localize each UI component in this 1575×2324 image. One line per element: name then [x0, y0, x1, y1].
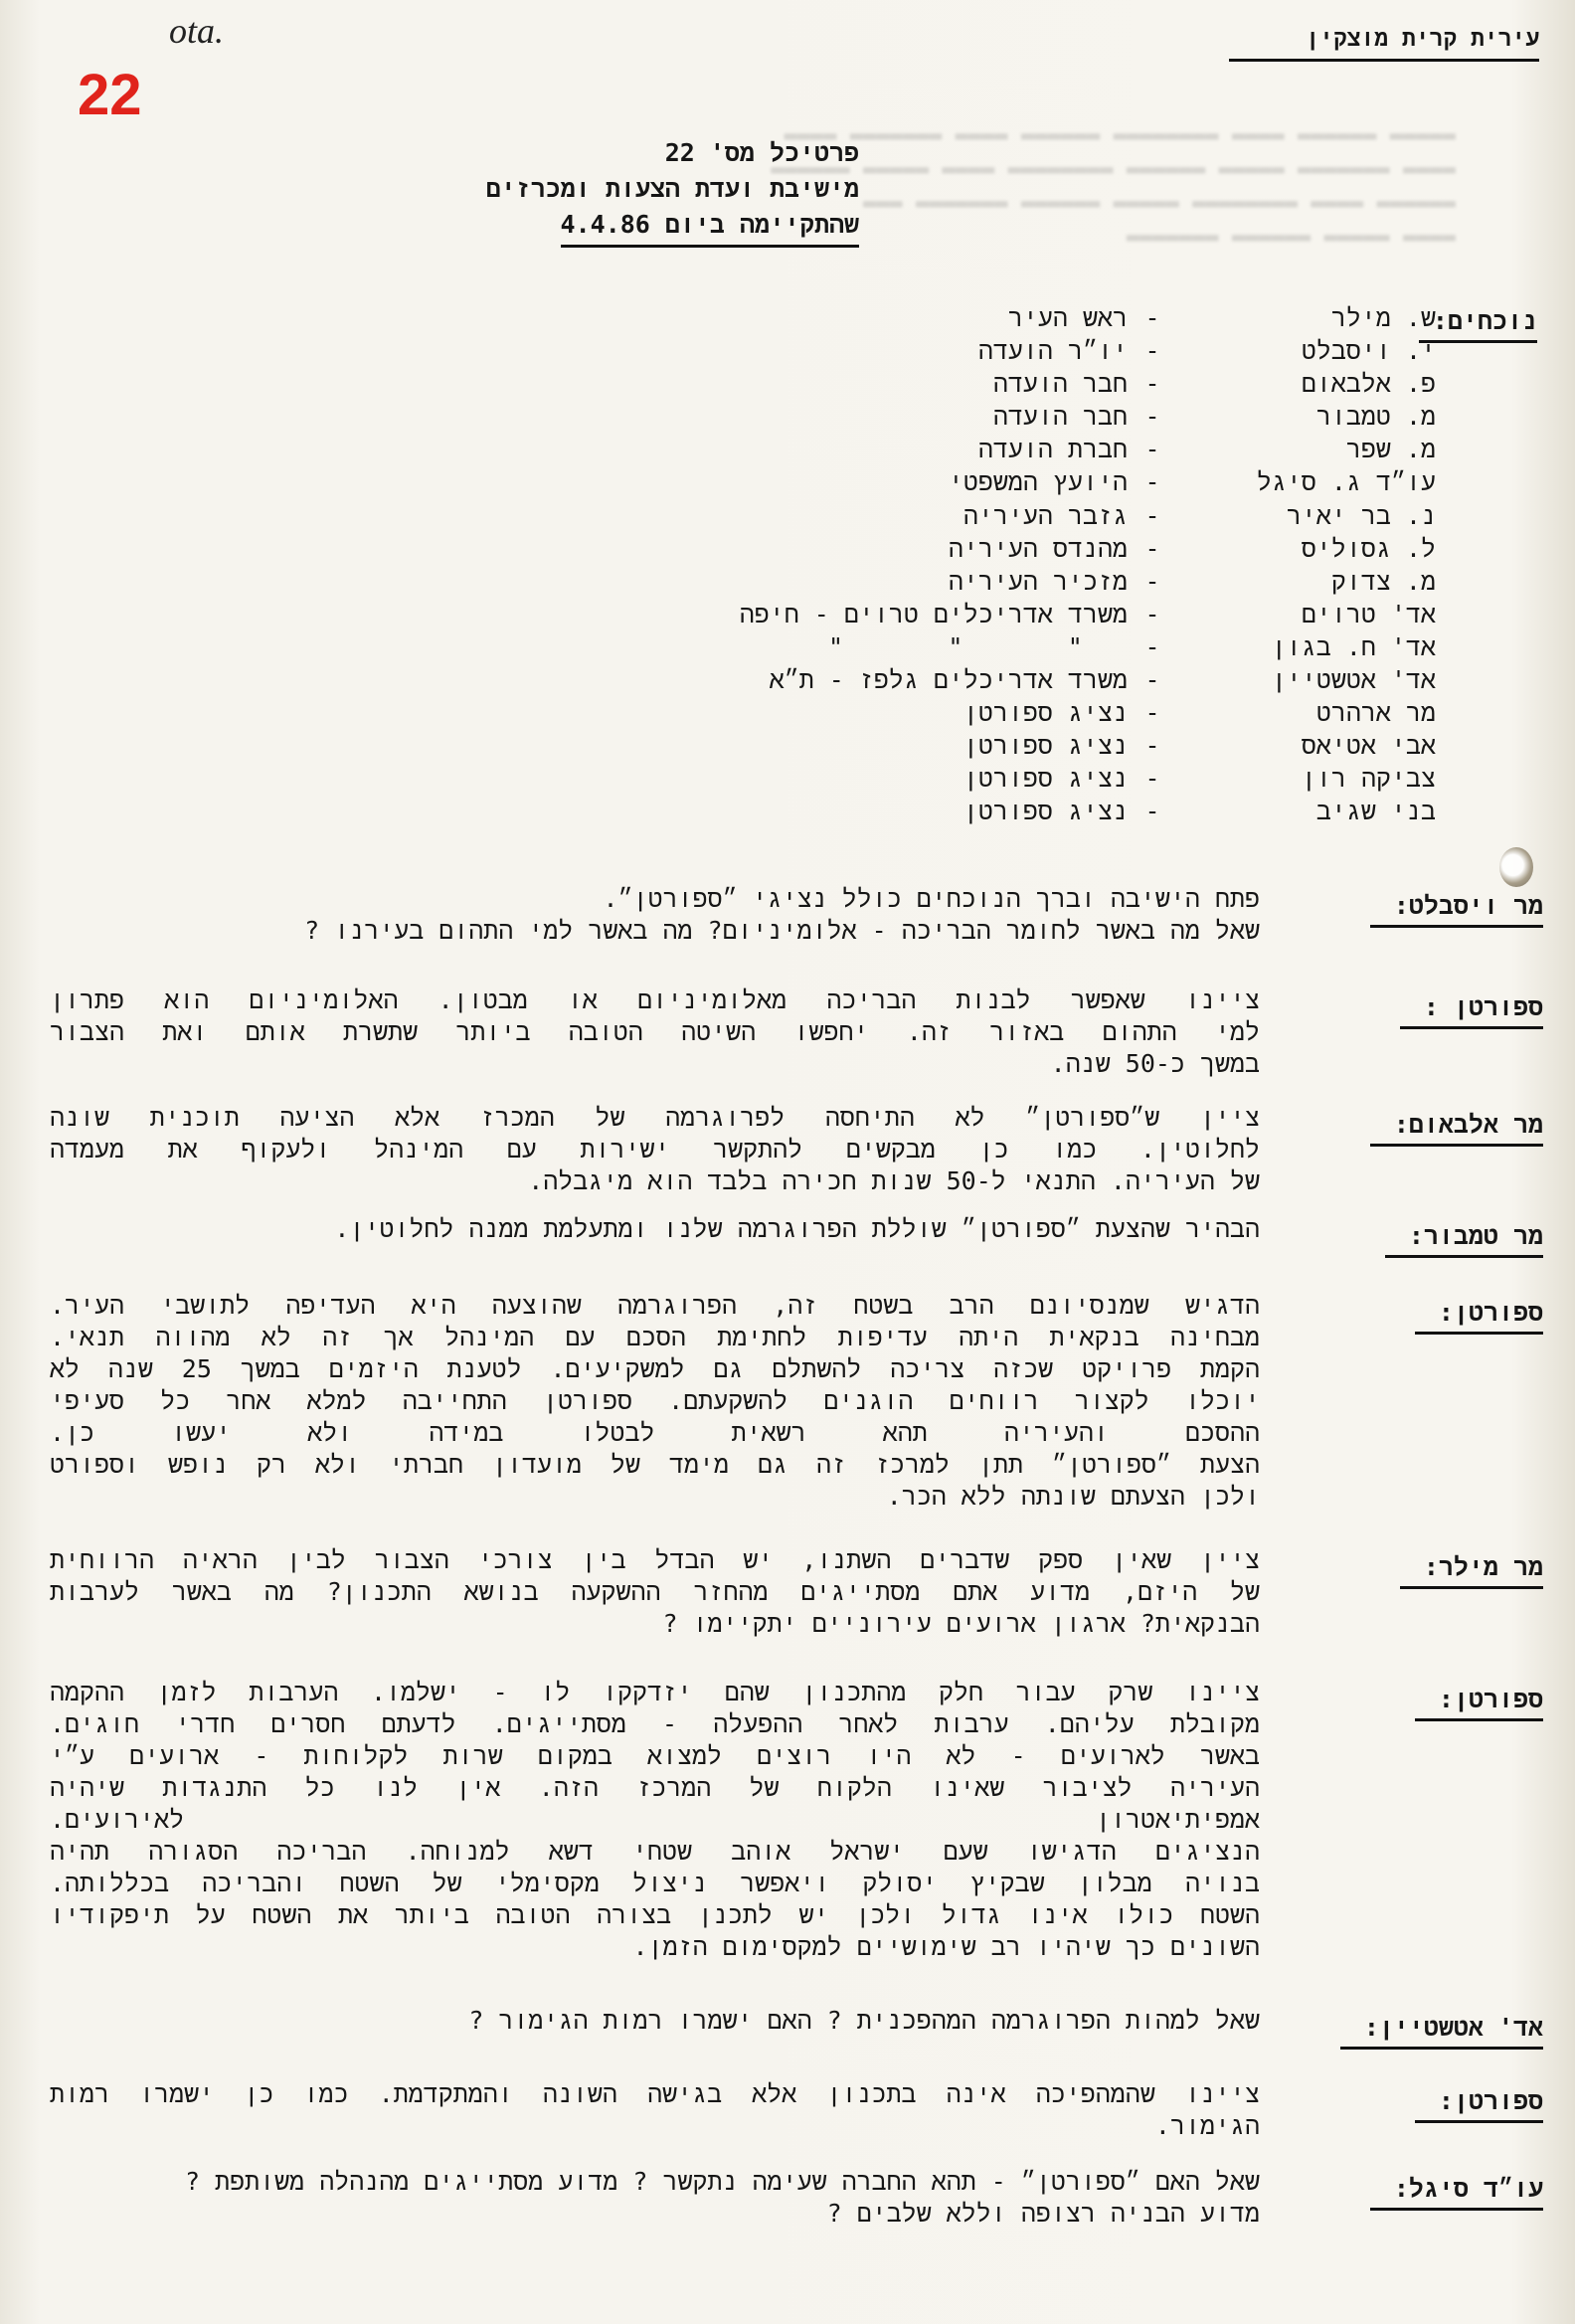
attendee-name: אד' ח. בגון [1271, 631, 1436, 661]
statement-line: אמפיתיאטרון לאירועים. [50, 1805, 1260, 1834]
attendee-role: מזכיר העיריה [948, 566, 1128, 596]
attendee-dash: - [1144, 402, 1160, 432]
attendee-name: ש. מילר [1330, 303, 1436, 332]
page-number: 22 [78, 63, 142, 127]
attendee-row [740, 301, 1436, 334]
statement-line: ציין ש״ספורטן״ לא התיחסה לפרוגרמה של המכרז אלא הציעה תוכנית שונה [50, 1103, 1260, 1132]
statement-text [50, 984, 1260, 1080]
statement-line: שאל מה באשר לחומר הבריכה - אלומיניום? מה באשר למי התהום בעירנו ? [304, 916, 1260, 945]
attendee-role: נציג ספורטן [962, 797, 1128, 826]
attendee-name: נ. בר יאיר [1286, 500, 1436, 530]
statement-text [50, 1102, 1260, 1197]
statement-line: ציינו שהמהפיכה אינה בתכנון אלא בגישה השונה והמתקדמת. כמו כן ישמרו רמות [50, 2079, 1260, 2108]
attendee-dash: - [1144, 631, 1160, 661]
attendee-role: משרד אדריכלים טרוים - חיפה [739, 599, 1128, 628]
statement-line: הבהיר שהצעת ״ספורטן״ שוללת הפרוגרמה שלנו ומתעלמת ממנה לחלוטין. [334, 1214, 1260, 1243]
speaker-label: ספורטן : [1400, 992, 1543, 1029]
speaker-label: אד' אטשטיין: [1340, 2013, 1543, 2050]
attendee-dash: - [1144, 665, 1160, 695]
statement-line: ציינו שאפשר לבנות הבריכה מאלומיניום או מבטון. האלומיניום הוא פתרון [50, 985, 1260, 1014]
attendee-dash: - [1144, 731, 1160, 761]
attendees-list [740, 301, 1436, 828]
attendee-dash: - [1144, 698, 1160, 728]
statement-line: ולכן הצעתם שונתה ללא הכר. [886, 1482, 1260, 1511]
statement-line: במשך כ-50 שנה. [1050, 1049, 1260, 1078]
attendee-role: נציג ספורטן [962, 731, 1128, 761]
statement-line: השטח כולו אינו גדול ולכן יש לתכנן בצורה הטובה ביותר את השטח על תיפקודיו [50, 1900, 1260, 1929]
speaker-label: ספורטן: [1415, 1298, 1543, 1335]
attendee-name: י. ויסבלט [1301, 336, 1436, 366]
statement-line: של העיריה. התנאי ל-50 שנות חכירה בלבד הוא מיגבלה. [528, 1166, 1260, 1195]
attendee-dash: - [1144, 467, 1160, 497]
speaker-label: ספורטן: [1415, 2086, 1543, 2123]
speaker-label: מר מילר: [1400, 1552, 1543, 1589]
attendee-dash: - [1144, 500, 1160, 530]
statement-text [50, 2078, 1260, 2142]
statement-line: הקמת פרויקט שכזה צריכה להשתלם גם למשקיעים. לטענת היזמים במשך 25 שנה לא [50, 1354, 1260, 1383]
attendee-row [740, 696, 1436, 729]
attendee-role: חברת הועדה [977, 435, 1128, 464]
attendee-row [740, 400, 1436, 433]
statement-line: ציין שאין ספק שדברים השתנו, יש הבדל בין צורכי הצבור לבין הראיה הרווחית [50, 1545, 1260, 1574]
title-line-2: מישיבת ועדת הצעות ומכרזים [485, 174, 859, 203]
statement-text [50, 1290, 1260, 1513]
attendees-label: נוכחים: [1419, 306, 1537, 343]
attendee-dash: - [1144, 303, 1160, 332]
statement-line: השונים כך שיהיו רב שימושיים למקסימום הזמן. [632, 1932, 1260, 1961]
statement-line: שאל האם ״ספורטן״ - תהא החברה שעימה נתקשר ? מדוע מסתייגים מהנהלה משותפת ? [185, 2167, 1260, 2196]
attendee-role: משרד אדריכלים גלפז - ת״א [769, 665, 1128, 695]
handwritten-mark: ota. [169, 11, 225, 51]
attendee-name: מ. טמבור [1315, 402, 1436, 432]
attendee-name: צביקה רון [1301, 764, 1436, 794]
attendee-name: בני שגיב [1315, 797, 1436, 826]
statement-line: פתח הישיבה וברך הנוכחים כולל נציגי ״ספורטן״. [603, 884, 1260, 913]
statement-line: ציינו שרק עבור חלק מהתכנון שהם יזדקקו לו - ישלמו. הערבות לזמן ההקמה [50, 1678, 1260, 1706]
speaker-label: עו״ד סיגל: [1370, 2174, 1543, 2211]
attendee-name: אד' אטשטיין [1271, 665, 1436, 695]
attendee-name: פ. אלבאום [1301, 369, 1436, 399]
statement-line: מדוע הבניה רצופה וללא שלבים ? [826, 2199, 1260, 2228]
attendee-row [740, 663, 1436, 696]
attendee-row [740, 532, 1436, 565]
attendee-row [740, 334, 1436, 367]
attendee-role: ראש העיר [1007, 303, 1128, 332]
attendee-name: עו״ד ג. סיגל [1256, 467, 1436, 497]
statement-text [50, 2005, 1260, 2037]
statement-line: מקובלת עליהם. ערבות לאחר ההפעלה - מסתייגים. לדעתם חסרים חדרי חוגים. [50, 1709, 1260, 1738]
attendee-dash: - [1144, 566, 1160, 596]
statement-text [50, 883, 1260, 947]
attendee-role: היועץ המשפטי [948, 467, 1128, 497]
attendee-dash: - [1144, 336, 1160, 366]
attendee-dash: - [1144, 764, 1160, 794]
attendee-row [740, 499, 1436, 532]
speaker-label: ספורטן: [1415, 1685, 1543, 1721]
speaker-label: מר אלבאום: [1370, 1110, 1543, 1147]
attendee-dash: - [1144, 533, 1160, 563]
letterhead: עירית קרית מוצקין [1229, 26, 1539, 62]
attendee-row [740, 762, 1436, 795]
statement-line: הצעת ״ספורטן״ תתן למרכז זה גם מימד של מועדון חברתי ולא רק נופש וספורט [50, 1450, 1260, 1479]
attendee-row [740, 630, 1436, 663]
attendee-row [740, 367, 1436, 400]
attendee-name: מ. צדוק [1330, 566, 1436, 596]
attendee-role: חבר הועדה [992, 402, 1128, 432]
attendee-role: נציג ספורטן [962, 698, 1128, 728]
title-line-1: פרטיכל מס' 22 [664, 138, 859, 167]
statement-line: בנויה מבלון שבקיץ יסולק ויאפשר ניצול מקסימלי של השטח והבריכה בכללותה. [50, 1869, 1260, 1897]
attendee-row [740, 729, 1436, 762]
attendee-role: " " " [827, 631, 1128, 661]
statement-line: למי התהום באזור זה. יחפשו השיטה הטובה ביותר שתשרת אותם ואת הצבור [50, 1017, 1260, 1046]
attendee-name: אד' טרוים [1301, 599, 1436, 628]
speaker-label: מר טמבור: [1385, 1221, 1543, 1258]
attendee-row [740, 465, 1436, 498]
attendee-role: יו״ר הועדה [977, 336, 1128, 366]
statement-line: מבחינה בנקאית היתה עדיפות לחתימת הסכם עם המינהל אך זה לא מהווה תנאי. [50, 1323, 1260, 1351]
attendee-row [740, 795, 1436, 827]
attendee-name: ל. גסוליס [1301, 533, 1436, 563]
statement-line: העיריה לציבור שאינו הלקוח של המרכז הזה. אין לנו כל התנגדות שיהיה [50, 1773, 1260, 1802]
attendee-row [740, 598, 1436, 630]
statement-line: ההסכם והעיריה תהא רשאית לבטלו במידה ולא יעשו כן. [50, 1418, 1260, 1447]
attendee-dash: - [1144, 599, 1160, 628]
title-line-3: שהתקיימה ביום 4.4.86 [561, 207, 859, 248]
attendee-role: גזבר העיריה [962, 500, 1128, 530]
bleed-through-text: ▬▬▬▬▬ ▬▬▬▬▬▬ ▬▬▬▬ ▬▬▬▬▬▬▬▬ ▬▬▬▬▬▬ ▬▬▬▬ ▬▬▬▬▬▬▬ ▬▬▬▬ ▬▬▬▬ ▬▬▬▬▬▬▬ ▬▬▬▬▬ ▬▬▬▬▬▬ ▬▬▬▬▬▬▬▬ ▬▬▬▬ ▬▬▬▬▬ ▬▬▬▬▬▬ ▬▬▬▬▬▬ ▬▬▬▬ ▬▬▬▬▬▬▬▬ ▬▬▬▬▬ ▬▬▬▬▬▬ ▬▬▬▬▬▬▬ ▬▬▬ ▬▬▬▬ ▬▬▬▬▬ ▬▬▬▬▬▬ ▬▬▬▬▬▬▬ [771, 123, 1456, 250]
statement-line: הנציגים הדגישו שעם ישראל אוהב שטחי דשא למנוחה. הבריכה הסגורה תהיה [50, 1837, 1260, 1866]
statement-line: של היזם, מדוע אתם מסתייגים מהחזר ההשקעה בנושא התכנון? מה באשר לערבות [50, 1577, 1260, 1606]
attendee-row [740, 433, 1436, 465]
statement-line: באשר לארועים - לא היו רוצים למצוא במקום שרות לקלוחות - ארועים ע״י [50, 1741, 1260, 1770]
statement-text [50, 1213, 1260, 1245]
statement-text [50, 2166, 1260, 2230]
statement-line: שאל למהות הפרוגרמה המהפכנית ? האם ישמרו רמות הגימור ? [468, 2006, 1260, 2035]
attendee-name: מר ארהרט [1315, 698, 1436, 728]
attendee-role: מהנדס העיריה [948, 533, 1128, 563]
statement-line: יוכלו לקצור רווחים הוגנים להשקעתם. ספורטן התחייבה למלא אחר כל סעיפי [50, 1386, 1260, 1415]
statement-line: לחלוטין. כמו כן מבקשים להתקשר ישירות עם המינהל ולעקוף את מעמדה [50, 1135, 1260, 1163]
statement-line: הדגיש שמנסיונם הרב בשטח זה, הפרוגרמה שהוצעה היא העדיפה לתושבי העיר. [50, 1291, 1260, 1320]
attendee-dash: - [1144, 435, 1160, 464]
punch-hole [1499, 847, 1533, 887]
document-title [223, 135, 859, 248]
attendee-name: מ. שפר [1345, 435, 1436, 464]
attendee-name: אבי אטיאס [1301, 731, 1436, 761]
attendee-role: חבר הועדה [992, 369, 1128, 399]
statement-text [50, 1677, 1260, 1963]
statement-line: הגימור. [1154, 2111, 1260, 2140]
attendee-dash: - [1144, 797, 1160, 826]
statement-text [50, 1544, 1260, 1640]
attendee-row [740, 565, 1436, 598]
speaker-label: מר ויסבלט: [1370, 891, 1543, 928]
attendee-dash: - [1144, 369, 1160, 399]
statement-line: הבנקאית? ארגון ארועים עירוניים יתקיימו ? [662, 1609, 1260, 1638]
attendee-role: נציג ספורטן [962, 764, 1128, 794]
